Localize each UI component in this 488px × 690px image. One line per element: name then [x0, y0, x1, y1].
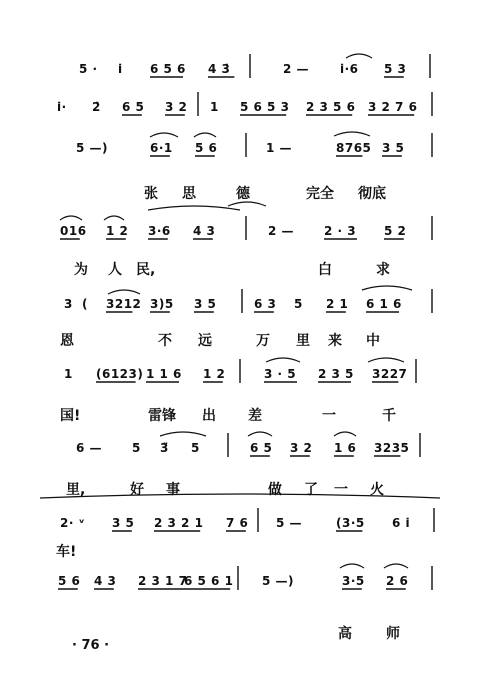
- note-group: 2 —: [283, 62, 310, 76]
- lyric-syllable: 远: [198, 333, 212, 349]
- note-group: 6·1: [150, 141, 173, 155]
- note-group: 3·5: [342, 574, 365, 588]
- slur-arc: [104, 216, 124, 220]
- slur-arc: [334, 132, 370, 136]
- lyric-syllable: 民,: [136, 262, 156, 278]
- lyric-syllable: 人: [108, 262, 122, 278]
- note-group: 3̈: [160, 441, 169, 455]
- lyric-syllable: 不: [158, 333, 172, 349]
- slur-arc: [194, 133, 216, 137]
- note-group: 3227: [372, 367, 408, 381]
- note-group: 6 5: [122, 100, 145, 114]
- note-group: i̇·: [57, 100, 67, 114]
- note-group: 6 i̇: [392, 516, 411, 530]
- slur-arc: [150, 133, 178, 137]
- note-group: 3: [64, 297, 73, 311]
- note-group: 5 6: [195, 141, 218, 155]
- note-group: 5 3: [384, 62, 407, 76]
- lyric-syllable: 德: [236, 186, 250, 202]
- note-group: 5 6 5 3: [240, 100, 290, 114]
- note-group: 3·6: [148, 224, 171, 238]
- note-group: 1 2: [106, 224, 129, 238]
- lyric-syllable: 来: [328, 333, 342, 349]
- lyric-syllable: 里: [296, 333, 310, 349]
- note-group: 5 ·: [79, 62, 98, 76]
- lyric-syllable: 完全: [306, 186, 334, 202]
- note-group: 6 1 6: [366, 297, 402, 311]
- page-number: · 76 ·: [72, 638, 110, 653]
- slur-arc: [368, 358, 404, 362]
- note-group: 1: [210, 100, 219, 114]
- lyric-syllable: 好: [130, 482, 144, 498]
- slur-arc: [384, 564, 408, 568]
- note-group: 1 —: [266, 141, 293, 155]
- lyric-syllable: 求: [376, 262, 390, 278]
- lyric-syllable: 高: [338, 626, 352, 642]
- note-group: 3 2: [165, 100, 188, 114]
- lyric-syllable: 火: [370, 482, 384, 498]
- note-group: 3 5: [112, 516, 135, 530]
- lyric-syllable: 中: [366, 333, 380, 349]
- lyric-syllable: 一: [322, 408, 336, 424]
- slur-arc: [362, 286, 412, 290]
- note-group: 6 3: [254, 297, 277, 311]
- slur-arc: [266, 358, 300, 362]
- note-group: 7 6: [226, 516, 249, 530]
- lyric-syllable: 千: [382, 408, 396, 424]
- note-group: 1: [64, 367, 73, 381]
- lyric-syllable: 彻底: [358, 186, 386, 202]
- note-group: 5 2: [384, 224, 407, 238]
- note-group: 6 —: [76, 441, 103, 455]
- lyric-syllable: 做: [268, 482, 282, 498]
- note-group: 1 6: [334, 441, 357, 455]
- lyric-syllable: 事: [166, 482, 180, 498]
- note-group: (3·5: [336, 516, 365, 530]
- note-group: (6123): [96, 367, 144, 381]
- note-group: 1 1 6: [146, 367, 182, 381]
- note-group: 8765: [336, 141, 372, 155]
- note-group: 5: [294, 297, 303, 311]
- note-group: 5: [191, 441, 200, 455]
- lyric-syllable: 出: [202, 408, 216, 424]
- note-group: 2̇: [92, 100, 101, 114]
- slur-arc: [228, 202, 266, 206]
- note-group: 3235: [374, 441, 410, 455]
- lyric-syllable: 恩: [60, 333, 74, 349]
- note-group: 016: [60, 224, 87, 238]
- slur-arc: [340, 564, 364, 568]
- slur-arc: [248, 432, 272, 436]
- lyric-syllable: 万: [256, 333, 270, 349]
- lyric-syllable: 师: [386, 626, 400, 642]
- note-group: 4 3: [94, 574, 117, 588]
- lyric-syllable: 一: [334, 482, 348, 498]
- note-group: 2 · 3: [324, 224, 357, 238]
- note-group: 2 3 5: [318, 367, 354, 381]
- note-group: 4 3̇: [208, 62, 231, 76]
- note-group: 3 2: [290, 441, 313, 455]
- note-group: 3 · 5: [264, 367, 297, 381]
- note-group: 4 3: [193, 224, 216, 238]
- note-group: 2 6: [386, 574, 409, 588]
- note-group: 2 3 5 6: [306, 100, 356, 114]
- lyric-syllable: 白: [318, 262, 332, 278]
- lyric-syllable: 雷锋: [148, 408, 176, 424]
- lyric-syllable: 思: [182, 186, 196, 202]
- note-group: i̇·6: [340, 62, 359, 76]
- note-group: 5 6: [58, 574, 81, 588]
- note-group: 2 —: [268, 224, 295, 238]
- slur-arc: [148, 206, 240, 210]
- note-group: 1 2: [203, 367, 226, 381]
- lyric-syllable: 车!: [56, 544, 77, 560]
- note-group: 5 —): [76, 141, 109, 155]
- slur-arc: [160, 432, 206, 436]
- note-group: 5 —: [276, 516, 303, 530]
- note-group: 2 3 1 7: [138, 574, 188, 588]
- note-group: (: [82, 297, 88, 311]
- lyric-syllable: 了: [304, 482, 318, 498]
- note-group: 6 5: [250, 441, 273, 455]
- note-group: 3 5: [382, 141, 405, 155]
- note-group: 6 5 6 1: [184, 574, 234, 588]
- note-group: 5: [132, 441, 141, 455]
- note-group: 3 2 7 6: [368, 100, 418, 114]
- note-group: 2 1: [326, 297, 349, 311]
- lyric-syllable: 张: [144, 186, 158, 202]
- note-group: 5 —): [262, 574, 295, 588]
- slur-arc: [108, 290, 140, 294]
- note-group: i̇: [118, 62, 123, 76]
- note-group: 3212: [106, 297, 142, 311]
- note-group: 3)5: [150, 297, 174, 311]
- note-group: 3 5: [194, 297, 217, 311]
- slur-arc: [334, 432, 356, 436]
- slur-arc: [60, 216, 82, 220]
- note-group: 6 5 6: [150, 62, 186, 76]
- lyric-syllable: 里,: [66, 482, 86, 498]
- note-group: 2· ᵛ: [60, 516, 86, 530]
- lyric-syllable: 差: [248, 408, 262, 424]
- slur-arc: [346, 54, 372, 58]
- lyric-syllable: 国!: [60, 408, 81, 424]
- lyric-syllable: 为: [74, 262, 88, 278]
- note-group: 2 3 2 1: [154, 516, 204, 530]
